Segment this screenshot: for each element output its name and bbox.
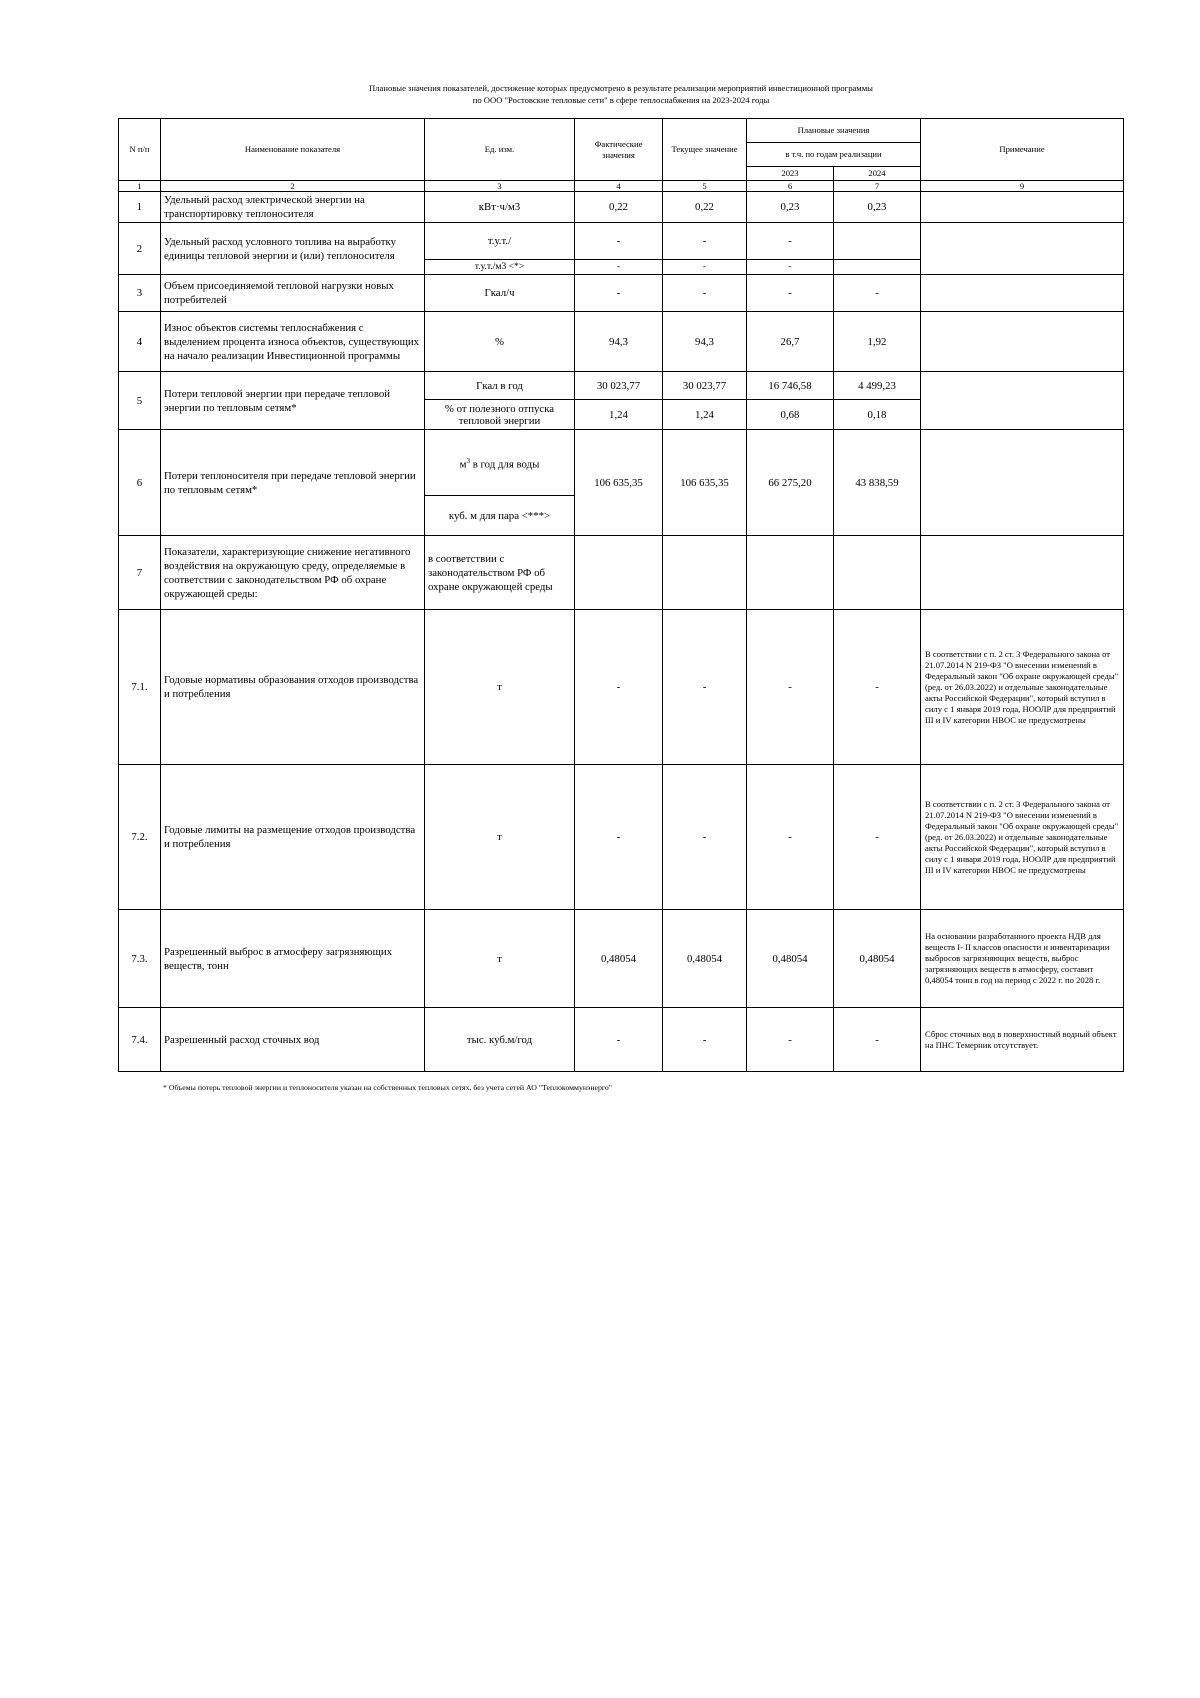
actual-value: 94,3 <box>575 312 663 372</box>
unit: т <box>425 910 575 1008</box>
actual-value: - <box>575 765 663 910</box>
plan-2023-value: 16 746,58 <box>747 372 834 400</box>
table-row <box>119 192 1124 223</box>
column-number: 4 <box>575 181 663 192</box>
current-value: - <box>663 1008 747 1072</box>
plan-2023-value: - <box>747 610 834 765</box>
plan-2024-value: 1,92 <box>834 312 921 372</box>
header-unit: Ед. изм. <box>425 119 575 181</box>
column-number: 6 <box>747 181 834 192</box>
column-number: 3 <box>425 181 575 192</box>
header-n: N п/п <box>119 119 161 181</box>
row-number: 7 <box>119 536 161 610</box>
actual-value: - <box>575 1008 663 1072</box>
table-row <box>119 372 1124 400</box>
table-row <box>119 312 1124 372</box>
current-value: 0,22 <box>663 192 747 223</box>
indicator-name: Годовые лимиты на размещение отходов производства и потребления <box>161 765 425 910</box>
table-row <box>119 765 1124 910</box>
row-number: 2 <box>119 223 161 275</box>
plan-2024-value: 43 838,59 <box>834 430 921 536</box>
current-value: - <box>663 275 747 312</box>
plan-2024-value: 0,23 <box>834 192 921 223</box>
actual-value: 0,22 <box>575 192 663 223</box>
footnote: * Объемы потерь тепловой энергии и теплоносителя указан на собственных тепловых сетях, без учета сетей АО "Теплокоммунэнерго" <box>163 1083 612 1092</box>
indicator-name: Износ объектов системы теплоснабжения с выделением процента износа объектов, существующих на начало реализации Инвестиционной программы <box>161 312 425 372</box>
header-actual: Фактические значения <box>575 119 663 181</box>
table-row <box>119 610 1124 765</box>
actual-value: 1,24 <box>575 400 663 430</box>
plan-2024-value: - <box>834 765 921 910</box>
column-number: 2 <box>161 181 425 192</box>
row-number: 4 <box>119 312 161 372</box>
note-text: Сброс сточных вод в поверхностный водный объект на ПНС Темерник отсутствует. <box>921 1008 1124 1072</box>
unit: т <box>425 765 575 910</box>
table-row <box>119 910 1124 1008</box>
header-year-2023: 2023 <box>747 167 834 181</box>
unit: в соответствии с законодательством РФ об охране окружающей среды <box>425 536 575 610</box>
plan-2023-value: - <box>747 275 834 312</box>
table-row <box>119 536 1124 610</box>
current-value: - <box>663 610 747 765</box>
note-text: В соответствии с п. 2 ст. 3 Федерального закона от 21.07.2014 N 219-ФЗ "О внесении изменений в Федеральный закон "Об охране окружающей среды" (ред. от 26.03.2022) и отдельные законодательные акты Российской Федерации", который вступил в силу с 1 января 2019 года, НООЛР для предприятий III и IV категории НВОС не предусмотрены <box>921 610 1124 765</box>
actual-value: 0,48054 <box>575 910 663 1008</box>
actual-value: 30 023,77 <box>575 372 663 400</box>
row-number: 7.2. <box>119 765 161 910</box>
header-year-2024: 2024 <box>834 167 921 181</box>
indicator-name: Потери теплоносителя при передаче тепловой энергии по тепловым сетям* <box>161 430 425 536</box>
indicator-name: Разрешенный расход сточных вод <box>161 1008 425 1072</box>
column-number: 7 <box>834 181 921 192</box>
unit: тыс. куб.м/год <box>425 1008 575 1072</box>
plan-2024-value <box>834 536 921 610</box>
plan-2024-value: - <box>834 275 921 312</box>
column-number-row <box>119 181 1124 192</box>
plan-2023-value: - <box>747 1008 834 1072</box>
unit: кВт·ч/м3 <box>425 192 575 223</box>
note-cell <box>921 372 1124 430</box>
unit: % <box>425 312 575 372</box>
plan-2023-value: 0,48054 <box>747 910 834 1008</box>
indicator-name: Удельный расход электрической энергии на транспортировку теплоносителя <box>161 192 425 223</box>
unit: т <box>425 610 575 765</box>
current-value: - <box>663 765 747 910</box>
unit: Гкал/ч <box>425 275 575 312</box>
table-row <box>119 275 1124 312</box>
plan-2024-value <box>834 223 921 260</box>
current-value: 1,24 <box>663 400 747 430</box>
row-number: 5 <box>119 372 161 430</box>
plan-2024-value: 0,18 <box>834 400 921 430</box>
table-row <box>119 430 1124 496</box>
unit: куб. м для пара <***> <box>425 496 575 536</box>
note-cell <box>921 312 1124 372</box>
current-value: 94,3 <box>663 312 747 372</box>
current-value: 106 635,35 <box>663 430 747 536</box>
row-number: 7.3. <box>119 910 161 1008</box>
header-name: Наименование показателя <box>161 119 425 181</box>
note-cell <box>921 192 1124 223</box>
row-number: 7.1. <box>119 610 161 765</box>
plan-2023-value <box>747 536 834 610</box>
row-number: 6 <box>119 430 161 536</box>
plan-2023-value: 0,68 <box>747 400 834 430</box>
table-row <box>119 1008 1124 1072</box>
title-line-2: по ООО "Ростовские тепловые сети" в сфере теплоснабжения на 2023-2024 годы <box>472 95 770 105</box>
note-cell <box>921 275 1124 312</box>
actual-value: 106 635,35 <box>575 430 663 536</box>
header-planned: Плановые значения <box>747 119 921 143</box>
plan-2023-value: 66 275,20 <box>747 430 834 536</box>
current-value: - <box>663 223 747 260</box>
indicator-name: Удельный расход условного топлива на выработку единицы тепловой энергии и (или) теплоносителя <box>161 223 425 275</box>
header-current: Текущее значение <box>663 119 747 181</box>
note-text: На основании разработанного проекта НДВ для веществ I- II классов опасности и инвентаризации выбросов загрязняющих веществ, выброс загрязняющих веществ в атмосферу, составит 0,48054 тонн в год на период с 2022 г. по 2028 г. <box>921 910 1124 1008</box>
actual-value: - <box>575 610 663 765</box>
note-cell <box>921 223 1124 275</box>
row-number: 3 <box>119 275 161 312</box>
indicator-name: Объем присоединяемой тепловой нагрузки новых потребителей <box>161 275 425 312</box>
unit: т.у.т./м3 <*> <box>425 260 575 275</box>
note-cell <box>921 430 1124 536</box>
current-value: 0,48054 <box>663 910 747 1008</box>
column-number: 9 <box>921 181 1124 192</box>
unit: % от полезного отпуска тепловой энергии <box>425 400 575 430</box>
plan-2023-value: - <box>747 765 834 910</box>
plan-2023-value: - <box>747 260 834 275</box>
plan-2024-value: 0,48054 <box>834 910 921 1008</box>
current-value: - <box>663 260 747 275</box>
plan-2023-value: 0,23 <box>747 192 834 223</box>
unit-rest: в год для воды <box>470 458 540 471</box>
row-number: 1 <box>119 192 161 223</box>
indicator-name: Годовые нормативы образования отходов производства и потребления <box>161 610 425 765</box>
plan-2024-value <box>834 260 921 275</box>
header-row-1 <box>119 119 1124 143</box>
actual-value: - <box>575 223 663 260</box>
actual-value: - <box>575 275 663 312</box>
unit <box>425 430 575 496</box>
unit: т.у.т./ <box>425 223 575 260</box>
unit-base: м <box>459 458 467 471</box>
note-cell <box>921 536 1124 610</box>
header-by-years: в т.ч. по годам реализации <box>747 143 921 167</box>
indicators-table <box>118 118 1124 1072</box>
current-value <box>663 536 747 610</box>
actual-value <box>575 536 663 610</box>
column-number: 5 <box>663 181 747 192</box>
indicator-name: Показатели, характеризующие снижение негативного воздействия на окружающую среду, определяемые в соответствии с законодательством РФ об охране окружающей среды: <box>161 536 425 610</box>
current-value: 30 023,77 <box>663 372 747 400</box>
actual-value: - <box>575 260 663 275</box>
plan-2023-value: - <box>747 223 834 260</box>
column-number: 1 <box>119 181 161 192</box>
indicator-name: Потери тепловой энергии при передаче тепловой энергии по тепловым сетям* <box>161 372 425 430</box>
note-text: В соответствии с п. 2 ст. 3 Федерального закона от 21.07.2014 N 219-ФЗ "О внесении изменений в Федеральный закон "Об охране окружающей среды" (ред. от 26.03.2022) и отдельные законодательные акты Российской Федерации", который вступил в силу с 1 января 2019 года, НООЛР для предприятий III и IV категории НВОС не предусмотрены <box>921 765 1124 910</box>
title-line-1: Плановые значения показателей, достижение которых предусмотрено в результате реализации мероприятий инвестиционной программы <box>369 83 873 93</box>
plan-2024-value: - <box>834 1008 921 1072</box>
unit: Гкал в год <box>425 372 575 400</box>
plan-2024-value: 4 499,23 <box>834 372 921 400</box>
table-row <box>119 223 1124 260</box>
header-note: Примечание <box>921 119 1124 181</box>
indicator-name: Разрешенный выброс в атмосферу загрязняющих веществ, тонн <box>161 910 425 1008</box>
plan-2024-value: - <box>834 610 921 765</box>
row-number: 7.4. <box>119 1008 161 1072</box>
document-title <box>118 82 1124 106</box>
unit-superscript: 3 <box>466 456 470 465</box>
plan-2023-value: 26,7 <box>747 312 834 372</box>
